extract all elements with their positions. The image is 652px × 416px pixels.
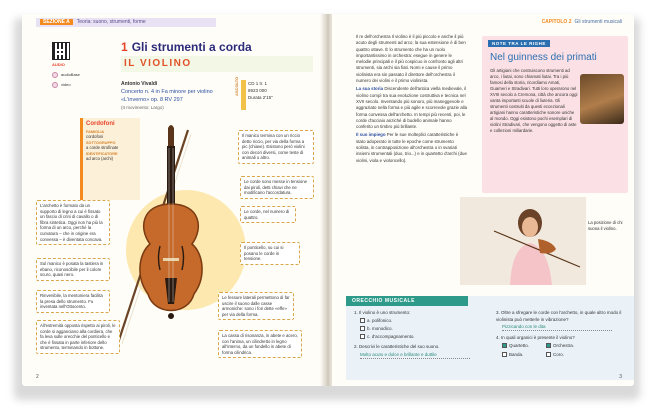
label-tailpiece: All'estremità opposta rispetto ai piroli, le corde si agganciano alla cordiera, che fa leva sulle orecchie del ponticello e che è fissata in parte inferiore dello strumento, terminando in bottone. (36, 320, 120, 354)
right-page (332, 14, 634, 386)
header-section: SEZIONE A (40, 19, 73, 25)
violin-fingerboard (167, 146, 175, 208)
movement: (II movimento: Largo) (121, 105, 164, 110)
guinness-title: Nel guinness dei primati (490, 52, 597, 63)
page-number-right: 3 (619, 374, 622, 380)
listening-badge-label: ASCOLTO (234, 76, 239, 96)
chinrest (168, 313, 174, 319)
checkbox-checked[interactable] (502, 343, 507, 348)
composer: Antonio Vivaldi (121, 81, 158, 87)
paragraph-2: Discendente dell'antica viella medievale, il violino compì tra sua evoluzione costruttiva e tecnica nel XVII secolo. Inventando più sonoro, più maneggevole e aggraziato nella forma e più agile e scorrevole grazie alla forma convessa dell'archetto. In tempi più recenti, poi, le corde d'acciaio anziché di budello animale hanno conferito un timbro più brillante. (356, 86, 468, 130)
violin-illustration (108, 118, 228, 358)
qr-code[interactable] (52, 42, 70, 60)
photo-caption: La posizione di chi suona il violino. (588, 220, 623, 231)
checkbox[interactable] (546, 352, 551, 357)
right-header (474, 18, 624, 27)
question-1: 1. Il violino è uno strumento: (354, 310, 411, 315)
chapter-title-text: Gli strumenti a corda (131, 40, 252, 54)
paragraph-1: Il re dell'orchestra Il violino è il più piccolo e anche il più acuto degli strumenti ad arco; la sua estensione è di ben quattro ottave. È lo strumento che ha un ruolo importantissimo in orchestra: esegue in genere le melodie principali e il più cospicuo in confronto agli altri strumenti, sia archi sia fiati. Nomi e cause il primo violinista era sin passato il direttore dell'orchestra il numero dei violini e il primo violinista. (356, 34, 466, 84)
question-3: 3. Oltre a sfregare le corde con l'archetto, in quale altro modo il violinista può metterle in vibrazione? (496, 310, 622, 322)
option-4a[interactable] (502, 342, 529, 349)
classification-title: Cordofoni (86, 121, 115, 127)
chapter-number: 1 (121, 40, 128, 54)
subgroup-value: a corde strofinate (86, 145, 119, 150)
option-label: b. monodico. (367, 326, 393, 331)
option-1b[interactable] (360, 325, 393, 332)
option-4c[interactable] (502, 351, 523, 358)
identifier-value: ad arco (archi) (86, 156, 113, 161)
video-icon (52, 82, 58, 88)
checkbox[interactable] (502, 352, 507, 357)
duration: Durata 2'15" (248, 95, 273, 100)
bridge (163, 258, 179, 261)
audio-label: AUDIO (52, 62, 65, 67)
paragraph-3: Per le sue molteplici caratteristiche è stato adoperato in tutte le epoche come strumento solista, in contrapposizione all'orchestra o in svariati insiemi strumentali (duo, trio...) e in quartetto d'archi (due violini, viola e violoncello). (356, 132, 467, 163)
family-key: FAMIGLIA (86, 130, 105, 134)
option-label: Banda. (509, 352, 524, 357)
label-scroll: Il manico termina con un riccio detto riccio, per via della forma a pic (chiave). Esistono però violini con decori diversi, come teste di animali o altro. (238, 130, 314, 164)
option-4b[interactable] (546, 342, 574, 349)
label-f-holes: Le fessure laterali permettono di far uscire il suono dalle casse armoniche: sono i fori dette «effe» per via della forma. (218, 292, 294, 320)
listening-badge (241, 80, 246, 110)
stradivari-painting (580, 74, 624, 124)
listening-info (248, 80, 273, 101)
option-label: Coro. (553, 352, 565, 357)
question-2: 2. Descrivi le caratteristiche del suo suono. (354, 344, 440, 349)
label-body: La cassa di risonanza, in abete e acero, con l'anima, un cilindretto in legno all'interno, da un fondello in abete di forma cilindrica. (218, 330, 302, 358)
open-book (22, 14, 634, 394)
label-bow: L'archetto è formato da un supporto di legno a cui è fissato un fascio di crini di cavallo o di fibra sintetica. Oggi non ha più la forma di un arco, perché la curvatura – che in origine era convessa – è diventata concava. (36, 200, 110, 245)
answer-2[interactable]: Molto acuto e dolce e brillante e duttile (360, 351, 470, 359)
label-bridge: Il ponticello, su cui si posano le corde in tensione. (240, 242, 300, 265)
body-column (356, 34, 468, 164)
page-number-left: 2 (36, 374, 39, 380)
violinist-photo (460, 197, 586, 285)
option-label: Quartetto. (509, 343, 530, 348)
heading-history: La sua storia (356, 86, 384, 92)
heading-usage: Il suo impiego (356, 132, 386, 138)
violin-scroll (168, 125, 174, 146)
guinness-box (482, 36, 628, 193)
left-header (36, 18, 216, 27)
side-item-audiobase[interactable] (52, 72, 80, 78)
label-fingerboard: Sul manico è posata la tastiera in ebano, riconoscibile per il colore scuro, quasi nero. (36, 258, 110, 281)
guinness-text: Gli artigiani che costruiscono strumenti ad arco, i liutai, sono chiamati liutai. Tra i più famosi della storia, ricordiamo Amati, Guarneri e Stradivari. Tutti loro operarono nel XVIII secolo a Cremona, città che ancora oggi vanta importanti scuole di liuteria. Gli strumenti costruiti da questi eccezionali artigiani hanno caratteristiche sonore uniche al mondo. Oggi esistono pochi esemplari di violini Stradivari, che vengono oggetto di aste e collezioni miliardarie. (490, 68, 578, 133)
violinist-figure (460, 197, 586, 285)
subgroup-key: SOTTOGRUPPO (86, 141, 116, 145)
note-tag: NOTE TRA LE RIGHE (488, 40, 550, 47)
track: CD 1 tr. 1 (248, 81, 268, 86)
side-item-label: video (61, 82, 71, 88)
option-label: c. d'accompagnamento. (367, 334, 415, 339)
label-strings: Le corde, nel numero di quattro. (240, 206, 296, 223)
option-1a[interactable] (360, 317, 392, 324)
left-page (22, 14, 324, 386)
section-title: IL VIOLINO (121, 56, 313, 72)
header-title: Gli strumenti musicali (574, 19, 622, 25)
exercise-title: ORECCHIO MUSICALE (346, 296, 468, 306)
family-value: cordofoni (86, 134, 104, 139)
listening-block (121, 80, 237, 112)
option-label: Orchestra. (553, 343, 575, 348)
checkbox[interactable] (360, 334, 365, 339)
code: 8923 000 (248, 88, 267, 93)
side-item-label: audioBase (61, 72, 80, 78)
chapter-title (121, 40, 256, 54)
option-label: a. polifonico. (367, 318, 393, 323)
option-1c[interactable] (360, 333, 415, 340)
header-title: Teoria: suono, strumenti, forme (76, 19, 146, 25)
label-chinrest: Rinvenibile, la mentoniera facilita la presa dello strumento. Fu inventata nell'Ottocento. (36, 290, 110, 313)
answer-3[interactable]: Pizzicando con le dita (502, 323, 612, 331)
exercise-panel (346, 296, 634, 380)
option-4d[interactable] (546, 351, 564, 358)
headphones-icon (52, 72, 58, 78)
checkbox[interactable] (360, 326, 365, 331)
identifier-key: IDENTIFICATORE (86, 152, 118, 156)
side-item-video[interactable] (52, 82, 71, 88)
work-title: Concerto n. 4 in Fa minore per violino «L'inverno» op. 8 RV 297 (121, 89, 213, 103)
header-chapter: CAPITOLO 2 (541, 19, 572, 25)
checkbox[interactable] (360, 318, 365, 323)
checkbox-checked[interactable] (546, 343, 551, 348)
label-pegs: Le corde sono messe in tensione dai piroli, detti chiavi che ne modificano l'accordatura. (240, 176, 314, 199)
question-4: 4. In quali organici è presente il violino? (496, 335, 575, 340)
